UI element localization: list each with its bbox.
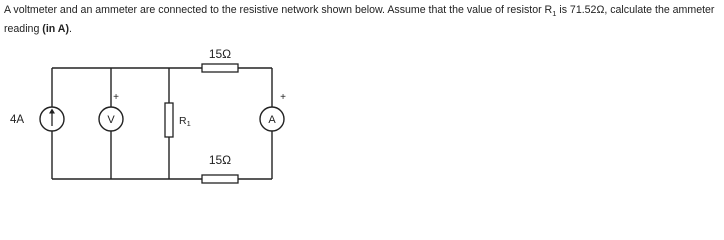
top-resistor <box>202 64 238 72</box>
problem-text-middle: is 71.52Ω, calculate the ammeter reading <box>4 4 715 35</box>
r1-subscript-text: 1 <box>552 9 557 19</box>
problem-text-end: . <box>68 22 72 35</box>
resistor-r1-subscript: 1 <box>186 119 191 128</box>
top-resistor-label: 15Ω <box>208 47 232 61</box>
ammeter-symbol: A <box>268 114 276 126</box>
voltmeter-symbol: V <box>107 114 115 126</box>
circuit-wires <box>52 68 272 179</box>
resistor-r1 <box>165 103 173 137</box>
answer-unit-emphasis: (in A) <box>42 22 69 35</box>
resistor-r1-label: R1 <box>179 115 191 128</box>
bottom-resistor-label: 15Ω <box>208 153 232 167</box>
current-source <box>40 107 64 131</box>
bottom-resistor <box>202 175 238 183</box>
problem-text-start: A voltmeter and an ammeter are connected to the resistive network shown below. Assume that the value of resistor R <box>4 4 553 16</box>
ammeter-plus-sign: + <box>280 92 286 103</box>
voltmeter-plus-sign: + <box>113 92 119 103</box>
current-source-label: 4A <box>10 114 25 126</box>
